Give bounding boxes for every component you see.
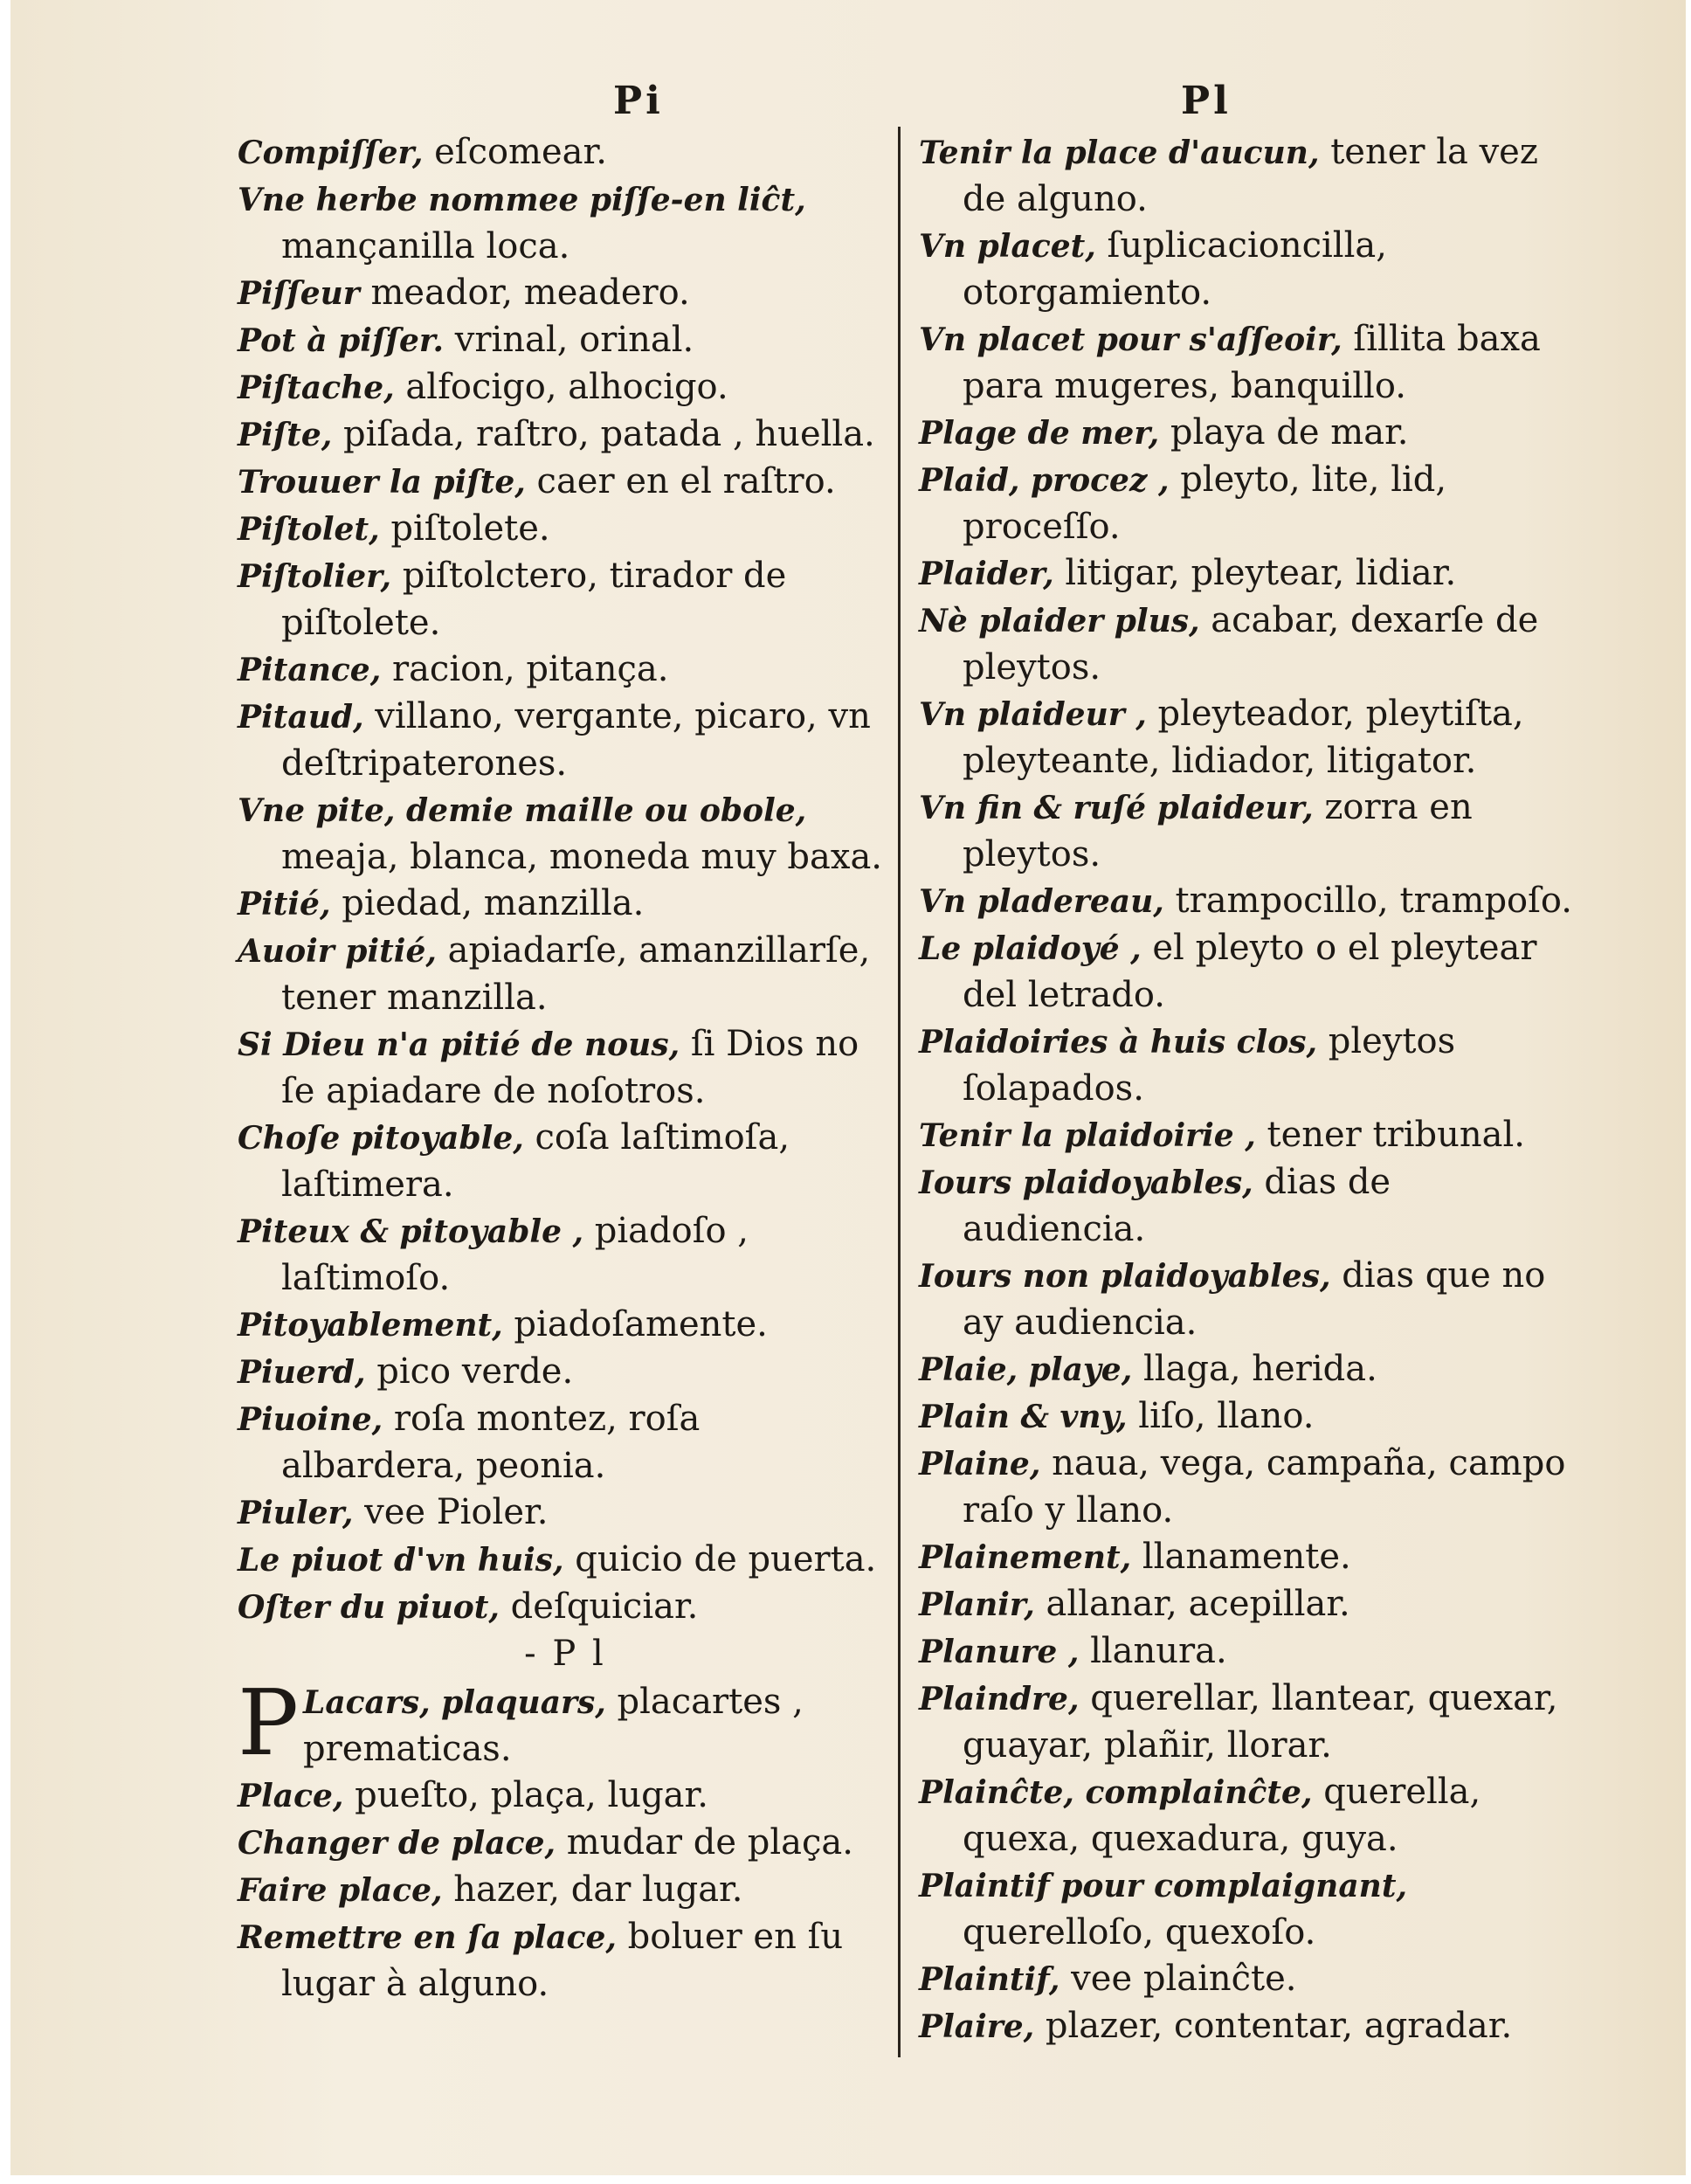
dictionary-entry [919,1346,1583,1393]
definition: ſillita baxa para mugeres, banquillo. [963,319,1541,406]
dictionary-entry [238,1021,893,1115]
definition: mançanilla loca. [281,226,570,266]
headword: Pitié, [238,886,331,923]
definition: piedad, manzilla. [330,883,645,923]
left-entries [238,129,893,2008]
definition: liſo, llano. [1127,1396,1315,1436]
headword: Pitoyablement, [238,1307,503,1344]
dictionary-entry [238,1537,893,1584]
definition: tener la vez de alguno. [963,132,1538,219]
definition: acabar, dexarſe de pleytos. [963,600,1539,688]
dictionary-entry [238,1349,893,1396]
dictionary-entry [919,1393,1583,1441]
headword: Vn pladereau, [919,883,1164,920]
headword: Le piuot d'vn huis, [238,1542,564,1579]
headword: Planir, [919,1586,1035,1623]
dictionary-entry [919,129,1583,223]
dictionary-entry [919,1956,1583,2003]
dictionary-entry [238,646,893,694]
headword: Tenir la plaidoirie , [919,1117,1256,1154]
dictionary-entry [919,1534,1583,1581]
definition: deſquiciar. [499,1586,699,1627]
headword: Pitance, [238,652,382,688]
definition: piadoſamente. [502,1304,768,1344]
dictionary-entry [919,1112,1583,1159]
drop-cap-letter: P [238,1669,299,1776]
definition: piſtolctero, tirador de piſtolete. [281,556,787,643]
dictionary-entry [919,925,1583,1019]
definition: piſada, raſtro, patada , huella. [332,414,875,454]
definition: llanura. [1079,1631,1227,1671]
page-header-right: Pl [1181,79,1232,123]
definition: villano, vergante, picaro, vn deſtripaterones. [281,696,871,784]
definition: litigar, pleytear, lidiar. [1053,553,1457,593]
dictionary-entry [238,1489,893,1537]
dictionary-entry [919,1628,1583,1676]
headword: Plage de mer, [919,415,1160,452]
dictionary-entry [238,317,893,364]
headword: Plainĉte, complainĉte, [919,1774,1313,1811]
definition: querelloſo, quexoſo. [963,1912,1316,1952]
headword: Auoir pitié, [238,933,437,970]
headword: Piſtache, [238,370,395,406]
definition: piadoſo , laſtimoſo. [281,1211,749,1298]
dictionary-entry [238,459,893,506]
definition: querella, quexa, quexadura, guya. [963,1772,1481,1859]
headword: Trouuer la piſte, [238,464,526,501]
headword: Piſte, [238,417,333,453]
definition: dias de audiencia. [963,1162,1391,1249]
definition: ſi Dios no ſe apiadare de noſotros. [281,1024,859,1111]
definition: pico verde. [365,1351,574,1392]
headword: Faire place, [238,1872,443,1909]
definition: tener tribunal. [1255,1115,1525,1155]
section-subhead: - P l [524,1634,606,1674]
headword: Vn placet pour s'aſſeoir, [919,321,1342,358]
headword: Piteux & pitoyable , [238,1213,584,1250]
dictionary-entry [919,1863,1583,1956]
dictionary-entry [238,1773,893,1820]
headword: Plaire, [919,2008,1035,2045]
headword: Iours plaidoyables, [919,1165,1253,1201]
headword: Changer de place, [238,1825,556,1862]
dictionary-entry [919,457,1583,550]
dictionary-entry [238,1867,893,1914]
headword: Plaie, playe, [919,1351,1133,1388]
headword: Vn plaideur , [919,696,1147,733]
dictionary-entry [919,2003,1583,2050]
definition: llaga, herida. [1132,1349,1377,1389]
dictionary-entry [238,1396,893,1489]
definition: vee plainĉte. [1059,1959,1297,1999]
dictionary-entry [919,691,1583,784]
headword: Le plaidoyé , [919,930,1142,967]
headword: Plain & vny, [919,1399,1128,1435]
headword: Planure , [919,1634,1080,1670]
headword: Plaine, [919,1446,1041,1482]
definition: naua, vega, campaña, campo raſo y llano. [963,1443,1566,1531]
dictionary-entry [919,410,1583,457]
headword: Si Dieu n'a pitié de nous, [238,1026,680,1063]
definition: pleyto, lite, lid, proceſſo. [963,460,1447,547]
dictionary-entry [238,176,893,270]
definition: llanamente. [1131,1537,1351,1577]
dictionary-entry [238,881,893,928]
dictionary-entry [238,1584,893,1631]
definition: caer en el raſtro. [525,461,836,501]
dictionary-entry [238,270,893,317]
headword: Piſtolier, [238,558,392,595]
headword: Plaidoiries à huis clos, [919,1024,1318,1061]
dictionary-entry [238,928,893,1021]
headword: Vne pite, demie maille ou obole, [238,792,807,829]
definition: mudar de plaça. [556,1822,853,1863]
headword: Pot à piſſer. [238,322,445,359]
definition: zorra en pleytos. [963,787,1473,874]
dictionary-entry [238,694,893,787]
definition: dias que no ay audiencia. [963,1255,1546,1343]
dictionary-entry [919,1769,1583,1863]
definition: piſtolete. [379,508,550,549]
dictionary-entry [238,1208,893,1302]
dictionary-entry [238,553,893,646]
right-entries [919,129,1583,2050]
headword: Piſſeur [238,275,360,312]
definition: boluer en ſu lugar à alguno. [281,1917,844,2004]
dictionary-entry [919,598,1583,691]
left-column [238,0,893,2175]
definition: pleytos ſolapados. [963,1021,1456,1109]
dictionary-entry [919,1159,1583,1253]
headword: Remettre en ſa place, [238,1919,617,1956]
headword: Piuerd, [238,1354,366,1391]
dictionary-entry [919,878,1583,925]
dictionary-entry [238,1914,893,2008]
dictionary-entry [238,1115,893,1208]
definition: vee Pioler. [353,1492,549,1532]
definition: placartes , prematicas. [303,1682,804,1769]
headword: Place, [238,1778,344,1814]
dictionary-entry-dropcap [238,1669,893,1776]
definition: querellar, llantear, quexar, guayar, plañir, llorar. [963,1678,1558,1766]
dictionary-entry [238,787,893,881]
dictionary-entry [919,1581,1583,1628]
definition: meaja, blanca, moneda muy baxa. [281,837,883,877]
definition: hazer, dar lugar. [442,1870,743,1910]
headword: Lacars, plaquars, [303,1684,606,1721]
headword: Oſter du piuot, [238,1589,500,1626]
definition: roſa montez, roſa albardera, peonia. [281,1399,701,1486]
dictionary-entry [919,1253,1583,1346]
headword: Pitaud, [238,699,364,736]
headword: Piuler, [238,1495,354,1531]
dictionary-entry [238,129,893,176]
dictionary-entry [238,1302,893,1349]
headword: Compiſſer, [238,135,424,171]
definition: quicio de puerta. [563,1539,877,1579]
page-header-left: Pi [613,79,664,123]
definition: vrinal, orinal. [444,320,694,360]
headword: Plaid, procez , [919,462,1170,499]
dictionary-entry [919,550,1583,598]
book-page [10,0,1686,2175]
right-column [919,0,1583,2175]
dictionary-entry [238,411,893,459]
definition: pleyteador, pleytiſta, pleyteante, lidiador, litigator. [963,694,1524,781]
headword: Tenir la place d'aucun, [919,135,1320,171]
headword: Piuoine, [238,1401,383,1438]
dictionary-entry [919,1019,1583,1112]
headword: Vne herbe nommee piſſe-en liĉt, [238,182,806,218]
definition: pueſto, plaça, lugar. [343,1775,708,1815]
definition: coſa laſtimoſa, laſtimera. [281,1117,790,1205]
column-divider [898,127,901,2057]
dictionary-entry [919,1676,1583,1769]
definition: apiadarſe, amanzillarſe, tener manzilla. [281,930,871,1018]
headword: Iours non plaidoyables, [919,1258,1331,1295]
dictionary-entry [919,316,1583,410]
definition: meador, meadero. [359,273,690,313]
dictionary-entry [919,1441,1583,1534]
headword: Vn placet, [919,228,1096,265]
definition: ſuplicacioncilla, otorgamiento. [963,225,1387,313]
headword: Plaintif pour complaignant, [919,1868,1407,1904]
definition: playa de mar. [1159,412,1409,453]
definition: el pleyto o el pleytear del letrado. [963,928,1537,1015]
headword: Vn fin & ruſé plaideur, [919,790,1314,826]
definition: allanar, acepillar. [1034,1584,1350,1624]
headword: Nè plaider plus, [919,603,1200,639]
dictionary-entry [238,1820,893,1867]
headword: Choſe pitoyable, [238,1120,524,1157]
dictionary-entry [919,784,1583,878]
headword: Plainement, [919,1539,1132,1576]
dictionary-entry [238,364,893,411]
definition: racion, pitança. [381,649,669,689]
headword: Plaindre, [919,1681,1080,1717]
definition: eſcomear. [423,132,607,172]
headword: Plaintif, [919,1961,1060,1998]
definition: trampocillo, trampoſo. [1163,881,1573,921]
dictionary-entry [238,506,893,553]
definition: alfocigo, alhocigo. [394,367,728,407]
definition: plazer, contentar, agradar. [1034,2006,1513,2046]
dictionary-entry [919,223,1583,316]
headword: Plaider, [919,556,1054,592]
headword: Piſtolet, [238,511,380,548]
